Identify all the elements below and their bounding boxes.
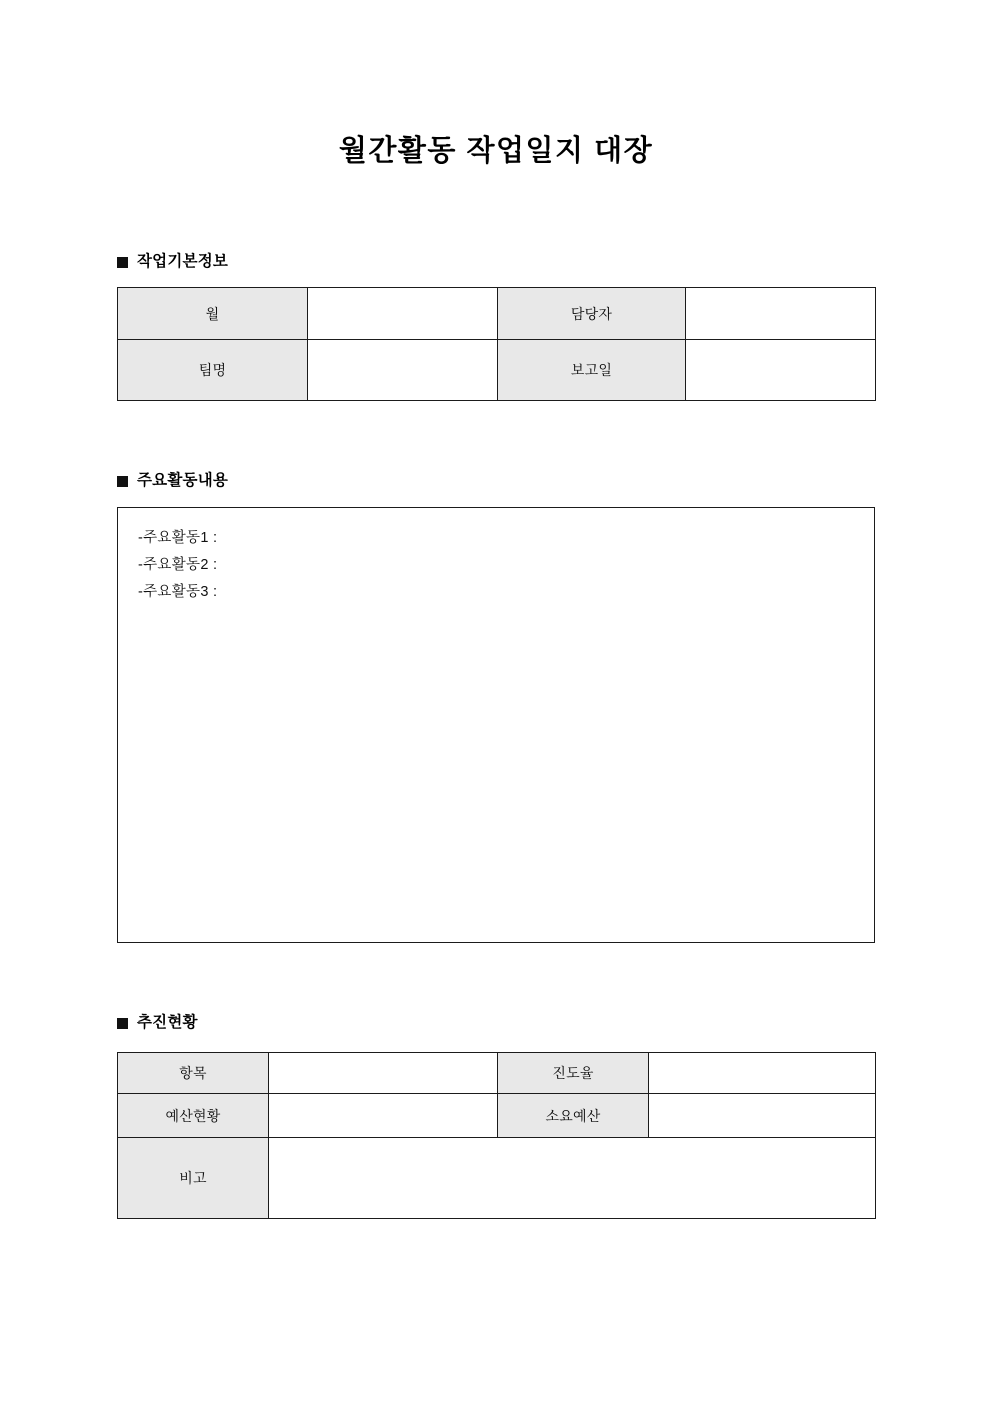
progress-value-budget-status[interactable] [269, 1094, 498, 1138]
basic-info-label-month: 월 [118, 288, 308, 340]
table-row [118, 1094, 876, 1138]
main-activity-line-2: -주요활동2 : [138, 557, 218, 573]
progress-status-table [117, 1052, 876, 1219]
square-bullet-icon [117, 257, 128, 268]
square-bullet-icon [117, 1018, 128, 1029]
progress-label-required-budget: 소요예산 [498, 1094, 649, 1138]
progress-label-budget-status: 예산현황 [118, 1094, 269, 1138]
basic-info-label-manager: 담당자 [498, 288, 686, 340]
main-activities-lines [118, 508, 874, 606]
progress-label-progress-rate: 진도율 [498, 1053, 649, 1094]
square-bullet-icon [117, 476, 128, 487]
section-heading-basic-info [117, 251, 228, 273]
section-heading-progress-status [117, 1012, 198, 1034]
basic-info-value-manager[interactable] [686, 288, 876, 340]
progress-label-remarks: 비고 [118, 1138, 269, 1219]
basic-info-value-report-date[interactable] [686, 340, 876, 401]
progress-value-remarks[interactable] [269, 1138, 876, 1219]
progress-value-progress-rate[interactable] [649, 1053, 876, 1094]
table-row [118, 340, 876, 401]
progress-value-required-budget[interactable] [649, 1094, 876, 1138]
main-activity-line-1: -주요활동1 : [138, 530, 218, 546]
page-title: 월간활동 작업일지 대장 [338, 135, 654, 167]
table-row [118, 1138, 876, 1219]
progress-value-item[interactable] [269, 1053, 498, 1094]
progress-label-item: 항목 [118, 1053, 269, 1094]
table-row [118, 288, 876, 340]
section-heading-main-activities-label: 주요활동내용 [137, 472, 229, 489]
section-heading-basic-info-label: 작업기본정보 [137, 253, 229, 270]
basic-info-table [117, 287, 876, 401]
basic-info-label-report-date: 보고일 [498, 340, 686, 401]
section-heading-progress-status-label: 추진현황 [137, 1014, 198, 1031]
section-heading-main-activities [117, 470, 228, 492]
basic-info-value-team-name[interactable] [308, 340, 498, 401]
main-activity-line-3: -주요활동3 : [138, 584, 218, 600]
basic-info-value-month[interactable] [308, 288, 498, 340]
basic-info-label-team-name: 팀명 [118, 340, 308, 401]
table-row [118, 1053, 876, 1094]
main-activities-textbox[interactable] [117, 507, 875, 943]
